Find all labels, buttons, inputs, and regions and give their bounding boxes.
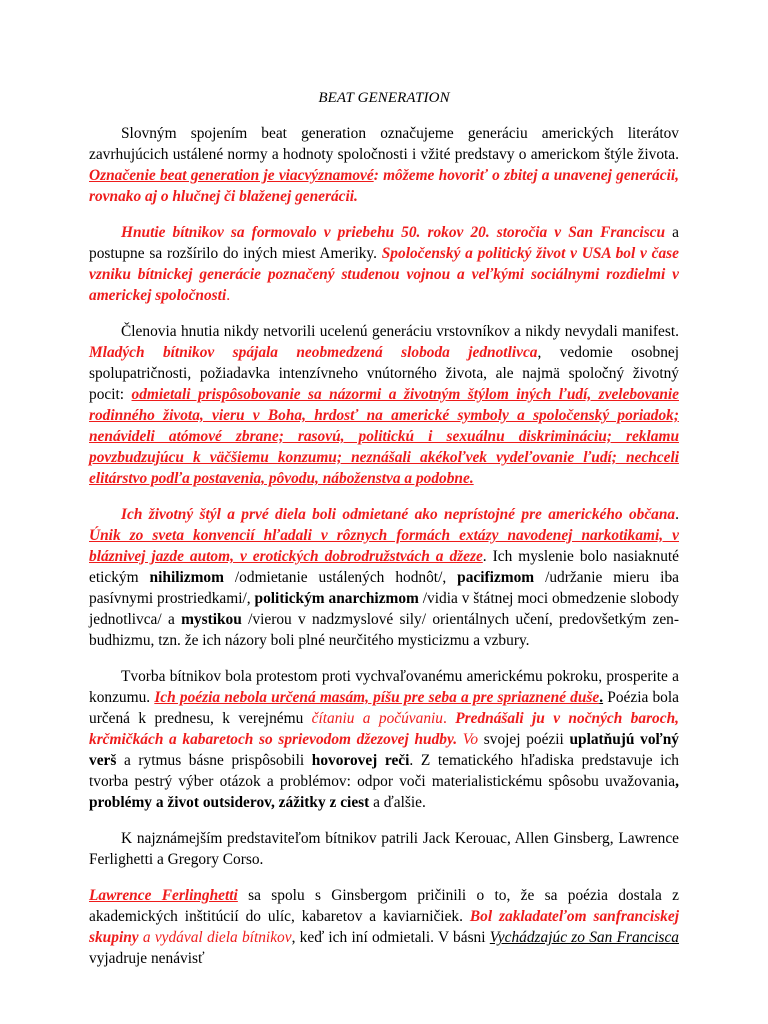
- p7-text-2: , keď ich iní odmietali. V básni: [291, 929, 490, 946]
- p5-text-3: svojej poézii: [478, 731, 570, 748]
- p5-highlight-vo: Vo: [457, 731, 479, 748]
- p4-text-5: /vidia v štátnej moci obmedzenie slobody jednotlivca/ a: [89, 590, 679, 628]
- paragraph-6: [89, 828, 679, 870]
- p7-author-name: Lawrence Ferlinghetti: [89, 887, 238, 904]
- document-title: BEAT GENERATION: [318, 90, 450, 106]
- p1-highlight-term: Označenie beat generation je viacvýznamové: [89, 167, 374, 184]
- p5-sep: .: [442, 710, 456, 727]
- p5-term-outsiders: , problémy a život outsiderov, zážitky z ciest: [89, 773, 679, 811]
- p2-highlight-1: Hnutie bítnikov sa formovalo v priebehu 50. rokov 20. storočia v San Franciscu: [121, 224, 666, 241]
- p5-highlight-2: čítaniu a počúvaniu: [311, 710, 443, 727]
- p5-term-colloquial: hovorovej reči: [311, 752, 410, 769]
- p7-highlight-2: a vydával diela bítnikov: [138, 929, 292, 946]
- p5-text-6: a ďalšie.: [369, 794, 426, 811]
- paragraph-2: [89, 222, 679, 306]
- p4-term-pacifism: pacifizmom: [457, 569, 535, 586]
- p7-text-3: vyjadruje nenávisť: [89, 950, 205, 967]
- paragraph-4: [89, 504, 679, 651]
- p5-highlight-3: Prednášali ju v nočných baroch, krčmičkách a kabaretoch so sprievodom džezovej hudby.: [89, 710, 679, 748]
- p5-highlight-1: Ich poézia nebola určená masám, píšu pre seba a pre spriaznené duše: [154, 689, 600, 706]
- p4-highlight-1: Ich životný štýl a prvé diela boli odmietané ako neprístojné pre amerického občana: [121, 506, 676, 523]
- p4-text-1: .: [675, 506, 679, 523]
- p5-text-1: Tvorba bítnikov bola protestom proti vychvaľovanému americkému pokroku, prosperite a konzumu.: [89, 668, 679, 706]
- p7-text-1: sa spolu s Ginsbergom pričinili o to, že sa poézia dostala z akademických inštitúcií do ulíc, kabaretov a kaviarničiek.: [89, 887, 679, 925]
- p2-period: .: [226, 287, 231, 304]
- p3-highlight-1: Mladých bítnikov spájala neobmedzená sloboda jednotlivca: [89, 344, 538, 361]
- p2-highlight-2: Spoločenský a politický život v USA bol v čase vzniku bítnickej generácie poznačený studenou vojnou a veľkými sociálnymi rozdielmi v americkej spoločnosti: [89, 245, 679, 304]
- paragraph-3: [89, 321, 679, 489]
- paragraph-7: [89, 885, 679, 969]
- p5-text-4: a rytmus básne prispôsobili: [116, 752, 312, 769]
- p4-term-anarchism: politickým anarchizmom: [254, 590, 419, 607]
- p4-text-2: . Ich myslenie bolo nasiaknuté etickým: [89, 548, 679, 586]
- p3-text-2: , vedomie osobnej spolupatričnosti, požiadavka intenzívneho vnútorného života, ale najmä spoločný životný pocit:: [89, 344, 680, 403]
- p5-text-2: Poézia bola určená k prednesu, k verejnému: [89, 689, 679, 727]
- p3-highlight-2: odmietali prispôsobovanie sa názormi a životným štýlom iných ľudí, zvelebovanie rodinného života, vieru v Boha, hrdosť na americké symboly a spoločenský poriadok; nenávideli atómové zbrane; rasovú, politickú i sexuálnu diskrimináciu; reklamu povzbudzujúcu k väčšiemu konzumu; neznášali akékoľvek vydeľovanie ľudí; nechceli elitárstvo podľa postavenia, pôvodu, náboženstva a podobne.: [89, 386, 679, 487]
- paragraph-1: [89, 123, 679, 207]
- p4-text-4: /udržanie mieru iba pasívnymi prostriedkami/,: [89, 569, 679, 607]
- p4-term-nihilism: nihilizmom: [149, 569, 224, 586]
- p6-text-1: K najznámejším predstaviteľom bítnikov patrili Jack Kerouac, Allen Ginsberg, Lawrence Ferlighetti a Gregory Corso.: [89, 830, 679, 868]
- p1-highlight-rest: : môžeme hovoriť o zbitej a unavenej generácii, rovnako aj o hlučnej či blaženej generácii.: [89, 167, 679, 205]
- p4-text-6: /vierou v nadzmyslové sily/ orientálnych učení, predovšetkým zen-budhizmu, tzn. že ich názory boli plné neurčitého mysticizmu a vzbury.: [89, 611, 679, 649]
- p4-text-3: /odmietanie ustálených hodnôt/,: [223, 569, 458, 586]
- p3-text-1: Členovia hnutia nikdy netvorili ucelenú generáciu vrstovníkov a nikdy nevydali manifest.: [121, 323, 679, 340]
- p1-text-1: Slovným spojením beat generation označujeme generáciu amerických literátov zavrhujúcich ustálené normy a hodnoty spoločnosti i vžité predstavy o americkom štýle života.: [89, 125, 679, 163]
- paragraph-5: [89, 666, 679, 813]
- p7-poem-title: Vychádzajúc zo San Francisca: [489, 929, 679, 946]
- p4-term-mysticism: mystikou: [181, 611, 242, 628]
- p4-highlight-2: Únik zo sveta konvencií hľadali v rôznych formách extázy navodenej narkotikami, v bláznivej jazde autom, v erotických dobrodružstvách a džeze: [89, 527, 679, 565]
- p5-term-free-verse: uplatňujú voľný verš: [89, 731, 679, 769]
- p2-text-1: a postupne sa rozšírilo do iných miest Ameriky.: [89, 224, 679, 262]
- p5-period: .: [599, 689, 604, 706]
- p5-text-5: . Z tematického hľadiska predstavuje ich tvorba pestrý výber otázok a problémov: odpor voči materialistickému spôsobu uvažovania: [89, 752, 679, 790]
- p7-highlight-1: Bol zakladateľom sanfranciskej skupiny: [89, 908, 679, 946]
